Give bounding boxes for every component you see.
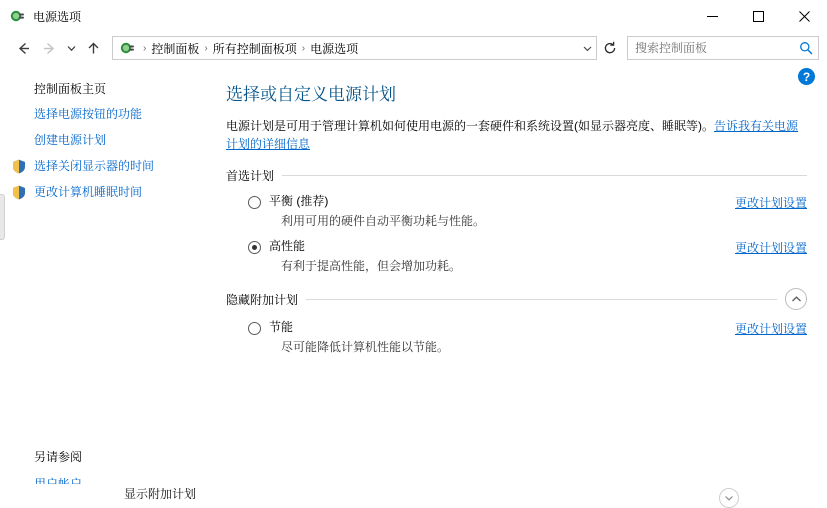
breadcrumb-item-0[interactable]: 控制面板 — [151, 41, 200, 56]
window-title: 电源选项 — [33, 9, 82, 24]
page-description-text: 电源计划是可用于管理计算机如何使用电源的一套硬件和系统设置(如显示器亮度、睡眠等)。 — [226, 119, 714, 133]
maximize-button[interactable] — [735, 0, 781, 32]
title-bar — [0, 0, 827, 32]
sidebar-item-create-power-plan[interactable] — [0, 127, 216, 153]
power-plan-help-link[interactable]: 告诉我有关电源计划的详细信息 — [226, 119, 799, 151]
plan-description: 利用可用的硬件自动平衡功耗与性能。 — [281, 214, 486, 228]
change-plan-settings-link[interactable]: 更改计划设置 — [734, 322, 807, 336]
bottom-overflow-strip — [0, 484, 827, 502]
sidebar-item-label: 选择关闭显示器的时间 — [34, 159, 155, 173]
see-also-title: 另请参阅 — [34, 450, 83, 464]
plan-row-high-performance[interactable] — [226, 239, 807, 274]
group-header-preferred-plans — [226, 167, 807, 184]
window-controls — [689, 0, 827, 32]
shield-icon — [12, 185, 26, 200]
back-button[interactable] — [10, 36, 36, 60]
up-button[interactable] — [80, 36, 106, 60]
sidebar-item-label: 创建电源计划 — [34, 133, 107, 147]
plan-description: 尽可能降低计算机性能以节能。 — [281, 340, 450, 354]
breadcrumb-item-1[interactable]: 所有控制面板项 — [212, 41, 297, 56]
search-input[interactable] — [628, 40, 794, 56]
plan-radio-high-performance[interactable] — [248, 241, 261, 254]
group-label: 隐藏附加计划 — [226, 292, 299, 307]
breadcrumb-separator[interactable]: › — [204, 42, 208, 54]
chevron-down-icon[interactable] — [719, 488, 739, 508]
plan-description: 有利于提高性能，但会增加功耗。 — [281, 259, 462, 273]
sidebar — [0, 64, 216, 502]
sidebar-item-display-off-time[interactable] — [0, 153, 216, 179]
change-plan-settings-link[interactable]: 更改计划设置 — [734, 241, 807, 255]
change-plan-settings-link[interactable]: 更改计划设置 — [734, 196, 807, 210]
chevron-up-icon[interactable] — [785, 288, 807, 310]
plan-texts — [269, 194, 723, 229]
plan-texts — [269, 320, 723, 355]
breadcrumb-item-2[interactable]: 电源选项 — [310, 41, 359, 56]
chevron-down-icon[interactable] — [578, 37, 596, 59]
plan-row-balanced[interactable] — [226, 194, 807, 229]
breadcrumb-separator[interactable]: › — [143, 42, 147, 54]
page-description — [226, 117, 807, 153]
forward-button[interactable] — [36, 36, 62, 60]
group-label: 首选计划 — [226, 169, 275, 183]
show-additional-plans-label[interactable]: 显示附加计划 — [124, 487, 197, 501]
content-area — [0, 64, 827, 502]
plan-name: 高性能 — [269, 239, 306, 253]
plan-texts — [269, 239, 723, 274]
plan-radio-power-saver[interactable] — [248, 322, 261, 335]
page-title: 选择或自定义电源计划 — [226, 85, 396, 104]
control-panel-icon — [119, 40, 135, 56]
address-bar — [0, 32, 827, 64]
sidebar-item-label: 选择电源按钮的功能 — [34, 107, 143, 121]
plan-row-power-saver[interactable] — [226, 320, 807, 355]
group-divider — [306, 299, 777, 300]
main-panel — [216, 64, 827, 502]
search-icon[interactable] — [794, 37, 818, 59]
plan-name: 节能 — [269, 320, 294, 334]
shield-icon — [12, 159, 26, 174]
help-icon[interactable]: ? — [798, 68, 815, 85]
sidebar-item-power-button-action[interactable] — [0, 101, 216, 127]
plan-radio-balanced[interactable] — [248, 196, 261, 209]
power-plug-icon — [9, 8, 25, 24]
address-path-box[interactable] — [112, 36, 597, 60]
breadcrumb-separator[interactable]: › — [301, 42, 306, 54]
close-button[interactable] — [781, 0, 827, 32]
group-header-hide-additional-plans — [226, 288, 807, 310]
minimize-button[interactable] — [689, 0, 735, 32]
plan-name: 平衡 (推荐) — [269, 194, 329, 208]
search-box[interactable] — [627, 36, 819, 60]
sidebar-item-control-panel-home[interactable]: 控制面板主页 — [34, 82, 107, 96]
refresh-button[interactable] — [599, 36, 621, 60]
sidebar-item-label: 更改计算机睡眠时间 — [34, 185, 143, 199]
recent-locations-button[interactable] — [62, 36, 80, 60]
sidebar-item-sleep-time[interactable] — [0, 179, 216, 205]
group-divider — [282, 175, 807, 176]
